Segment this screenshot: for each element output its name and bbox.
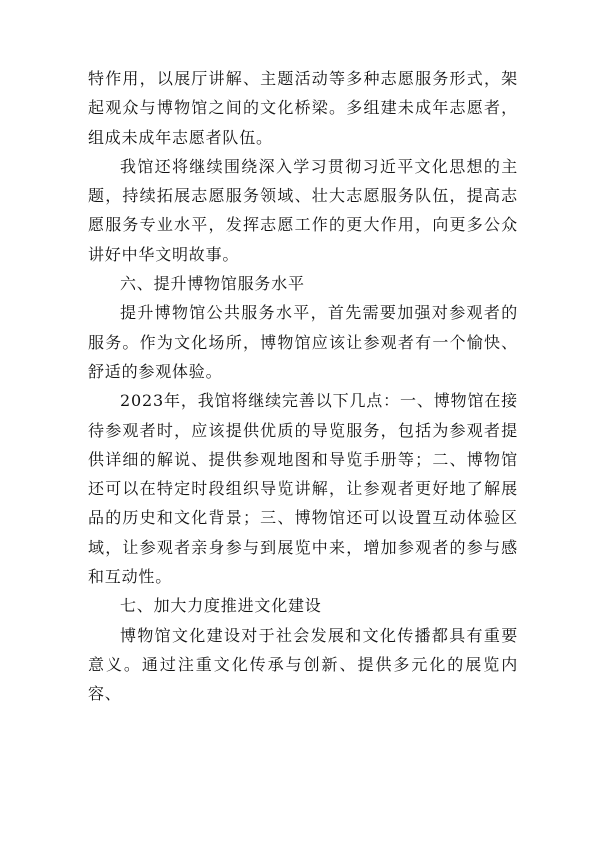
section-heading-6: 六、提升博物馆服务水平 (120, 274, 305, 294)
paragraph-volunteer-forms: 特作用，以展厅讲解、主题活动等多种志愿服务形式，架起观众与博物馆之间的文化桥梁。多组建未成年志愿者，组成未成年志愿者队伍。 (88, 69, 518, 147)
paragraph-culture-building: 博物馆文化建设对于社会发展和文化传播都具有重要意义。通过注重文化传承与创新、提供多元化的展览内容、 (88, 625, 518, 704)
paragraph-volunteer-plan: 我馆还将继续围绕深入学习贯彻习近平文化思想的主题，持续拓展志愿服务领域、壮大志愿服务队伍，提高志愿服务专业水平，发挥志愿工作的更大作用，向更多公众讲好中华文明故事。 (88, 156, 518, 264)
paragraph-service-intro: 提升博物馆公共服务水平，首先需要加强对参观者的服务。作为文化场所，博物馆应该让参观者有一个愉快、舒适的参观体验。 (88, 303, 518, 381)
paragraph-2023-plan: 2023年，我馆将继续完善以下几点：一、博物馆在接待参观者时，应该提供优质的导览服务，包括为参观者提供详细的解说、提供参观地图和导览手册等；二、博物馆还可以在特定时段组织导览讲解，让参观者更好地了解展品的历史和文化背景；三、博物馆还可以设置互动体验区域，让参观者亲身参与到展览中来，增加参观者的参与感和互动性。 (88, 391, 518, 587)
document-page (88, 64, 518, 709)
section-heading-7: 七、加大力度推进文化建设 (120, 596, 322, 616)
